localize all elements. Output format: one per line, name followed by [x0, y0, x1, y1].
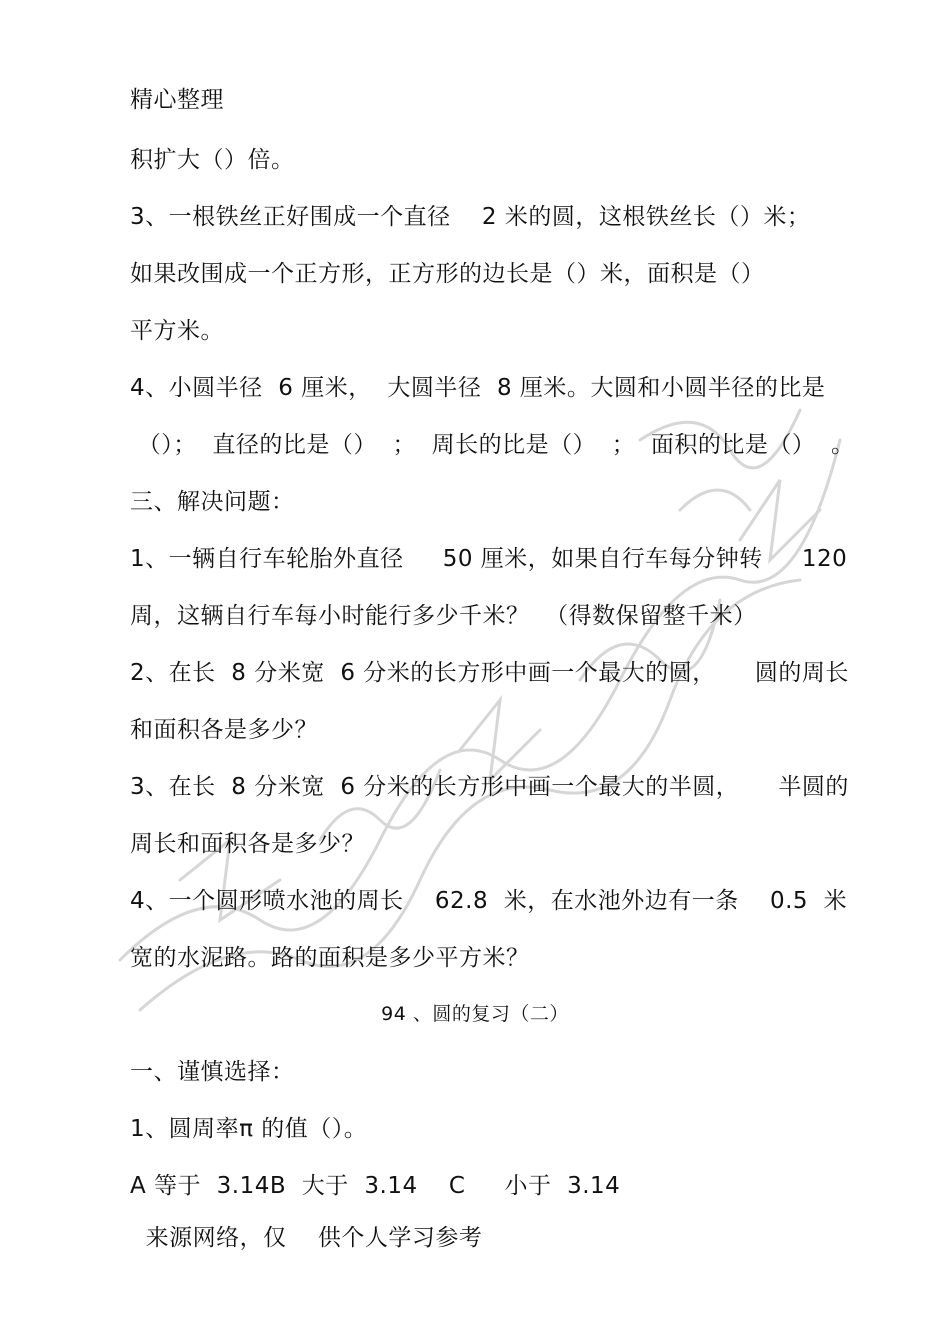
- text-line: （）； 直径的比是（） ； 周长的比是（） ； 面积的比是（） 。: [130, 432, 855, 458]
- text-line: 周长和面积各是多少？: [130, 831, 365, 857]
- text-line: 和面积各是多少？: [130, 717, 318, 743]
- text-line: 1、一辆自行车轮胎外直径 50 厘米，如果自行车每分钟转 120: [130, 546, 848, 572]
- text-line: 3、一根铁丝正好围成一个直径 2 米的圆，这根铁丝长（）米；: [130, 204, 811, 230]
- page-header: 精心整理: [130, 87, 224, 113]
- section-heading: 一、谨慎选择：: [130, 1059, 295, 1085]
- text-line: 宽的水泥路。路的面积是多少平方米？: [130, 945, 530, 971]
- text-line: 如果改围成一个正方形，正方形的边长是（）米，面积是（）: [130, 261, 765, 287]
- text-line: 积扩大（）倍。: [130, 147, 295, 173]
- text-line: 平方米。: [130, 318, 224, 344]
- text-line: 2、在长 8 分米宽 6 分米的长方形中画一个最大的圆， 圆的周长: [130, 660, 849, 686]
- text-line: 3、在长 8 分米宽 6 分米的长方形中画一个最大的半圆， 半圆的: [130, 774, 849, 800]
- page-footer: 来源网络，仅 供个人学习参考: [130, 1225, 483, 1251]
- text-line: 4、小圆半径 6 厘米， 大圆半径 8 厘米。大圆和小圆半径的比是: [130, 375, 826, 401]
- text-line: 4、一个圆形喷水池的周长 62.8 米，在水池外边有一条 0.5 米: [130, 888, 848, 914]
- text-line: 周，这辆自行车每小时能行多少千米？ （得数保留整千米）: [130, 603, 757, 629]
- section-title: 94 、圆的复习（二）: [381, 1003, 569, 1025]
- section-heading: 三、解决问题：: [130, 489, 295, 515]
- answer-choices: A 等于 3.14B 大于 3.14 C 小于 3.14: [130, 1173, 621, 1199]
- text-line: 1、圆周率π 的值（）。: [130, 1116, 368, 1142]
